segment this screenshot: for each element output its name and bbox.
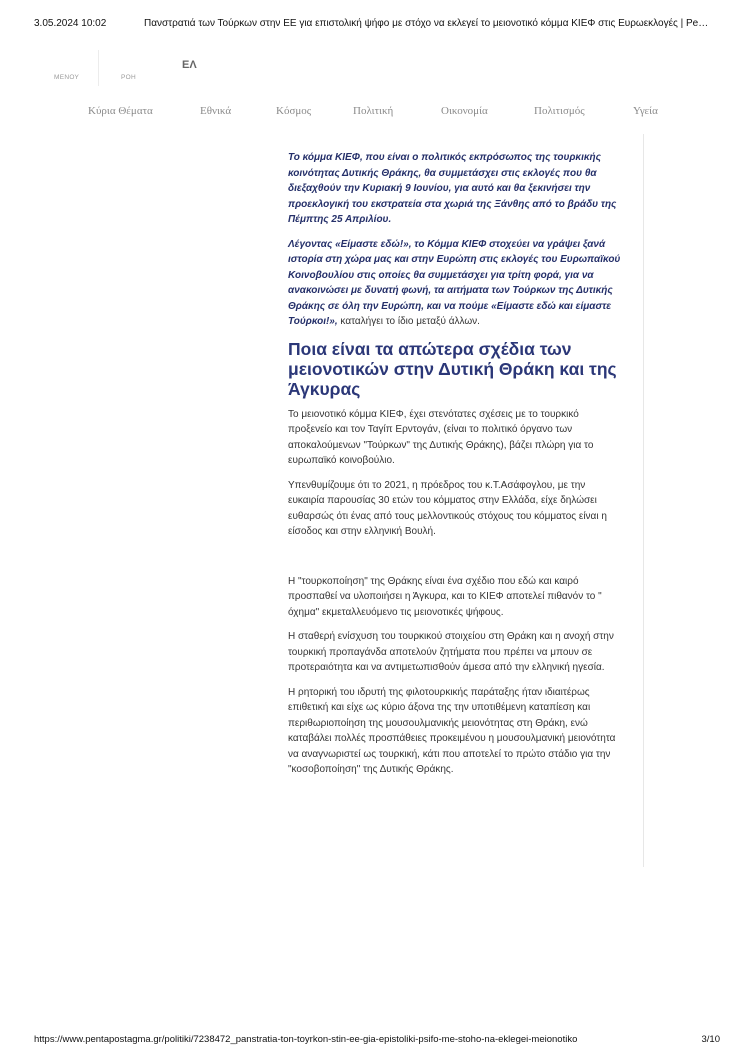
nav-item-world[interactable]: Κόσμος xyxy=(276,105,312,117)
body-paragraph: Υπενθυμίζουμε ότι το 2021, η πρόεδρος του κ.Τ.Ασάφογλου, με την ευκαιρία παρουσίας 30 ετών του κόμματος στην Ελλάδα, είχε δηλώσει ευθαρσώς ότι ένας από τους μελλοντικούς στόχους του κόμματος είναι η είσοδος και στην ελληνική Βουλή. xyxy=(288,479,607,537)
print-page-title: Πανστρατιά των Τούρκων στην ΕΕ για επιστολική ψήφο με στόχο να εκλεγεί το μειονοτικό κόμμα ΚΙΕΦ στις Ευρωεκλογές | Pe… xyxy=(144,18,709,29)
page-url: https://www.pentapostagma.gr/politiki/7238472_panstratia-ton-toyrkon-stin-ee-gia-epistoliki-psifo-me-stoho-na-eklegei-meionotiko xyxy=(34,1034,578,1045)
section-heading: Ποια είναι τα απώτερα σχέδια των μειονοτικών στην Δυτική Θράκη και της Άγκυρας xyxy=(288,338,617,399)
main-nav xyxy=(0,105,750,121)
nav-item-national[interactable]: Εθνικά xyxy=(200,105,232,117)
lead-paragraph-1: Το κόμμα ΚΙΕΦ, που είναι ο πολιτικός εκπρόσωπος της τουρκικής κοινότητας Δυτικής Θράκης, θα συμμετάσχει στις εκλογές που θα διεξαχθούν την Κυριακή 9 Ιουνίου, για αυτό και θα ξεκινήσει την προεκλογική του εκστρατεία στα χωριά της Ξάνθης από το βράδυ της Πέμπτης 25 Απριλίου. xyxy=(288,152,617,225)
nav-item-main-topics[interactable]: Κύρια Θέματα xyxy=(88,105,153,117)
body-paragraph: Η σταθερή ενίσχυση του τουρκικού στοιχείου στη Θράκη και η ανοχή στην τουρκική προπαγάνδα αποτελούν ζητήματα που πρέπει να μπουν σε προτεραιότητα και να αντιμετωπισθούν άμεσα από την ελληνική ηγεσία. xyxy=(288,631,614,673)
site-header xyxy=(0,50,750,90)
body-paragraph: Το μειονοτικό κόμμα ΚΙΕΦ, έχει στενότατες σχέσεις με το τουρκικό προξενείο και τον Ταγίπ Ερντογάν, (είναι το πολιτικό όργανο των αποκαλούμενων "Τούρκων" της Δυτικής Θράκης), βάζει πλώρη για το ευρωπαϊκό κοινοβούλιο. xyxy=(288,408,594,466)
print-date: 3.05.2024 10:02 xyxy=(34,18,107,29)
nav-item-health[interactable]: Υγεία xyxy=(633,105,658,117)
lead-paragraph-2 xyxy=(288,237,624,330)
header-divider xyxy=(98,50,99,86)
nav-item-economy[interactable]: Οικονομία xyxy=(441,105,488,117)
nav-item-politics[interactable]: Πολιτική xyxy=(353,105,394,117)
section-spacer xyxy=(288,549,624,574)
lead-paragraph-2-text: Λέγοντας «Είμαστε εδώ!», το Κόμμα ΚΙΕΦ στοχεύει να γράψει ξανά ιστορία στη χώρα μας και στην Ευρώπη στις εκλογές του Ευρωπαϊκού Κοινοβουλίου στις οποίες θα συμμετάσχει για τρίτη φορά, για να ανακοινώσει με δυνατή φωνή, τα αιτήματα των Τούρκων της Δυτικής Θράκης σε όλη την Ευρώπη, και να πούμε «Είμαστε εδώ και είμαστε Τούρκοι!», xyxy=(288,238,621,327)
article-body xyxy=(288,150,624,787)
lead-paragraph-2-tail: καταλήγει το ίδιο μεταξύ άλλων. xyxy=(337,316,480,327)
body-paragraph: Η ρητορική του ιδρυτή της φιλοτουρκικής παράταξης ήταν ιδιαιτέρως επιθετική και είχε ως κύριο άξονα της την υποτιθέμενη καταπίεση και περιθωριοποίηση της μουσουλμανικής μειονότητας στη Θράκη, ενώ καταβάλει πολλές προσπάθειες προκειμένου η μουσουλμανική μειονότητα να αναγνωριστεί ως τουρκική, κάτι που αποτελεί το πρώτο στάδιο για την "κοσοβοποίηση" της Δυτικής Θράκης. xyxy=(288,686,616,775)
body-paragraph: Η "τουρκοποίηση" της Θράκης είναι ένα σχέδιο που εδώ και καιρό προσπαθεί να υλοποιήσει η Άγκυρα, και το ΚΙΕΦ αποτελεί πιθανόν το " όχημα" εκμεταλλευόμενο τις μειονοτικές ψήφους. xyxy=(288,575,602,618)
sidebar-divider xyxy=(643,134,644,867)
menu-button[interactable]: ΜΕΝΟΥ xyxy=(54,74,80,81)
feed-button[interactable]: ΡΟΗ xyxy=(121,74,136,81)
language-switch[interactable]: ΕΛ xyxy=(182,59,197,71)
nav-item-culture[interactable]: Πολιτισμός xyxy=(534,105,585,117)
page-number: 3/10 xyxy=(701,1034,720,1045)
